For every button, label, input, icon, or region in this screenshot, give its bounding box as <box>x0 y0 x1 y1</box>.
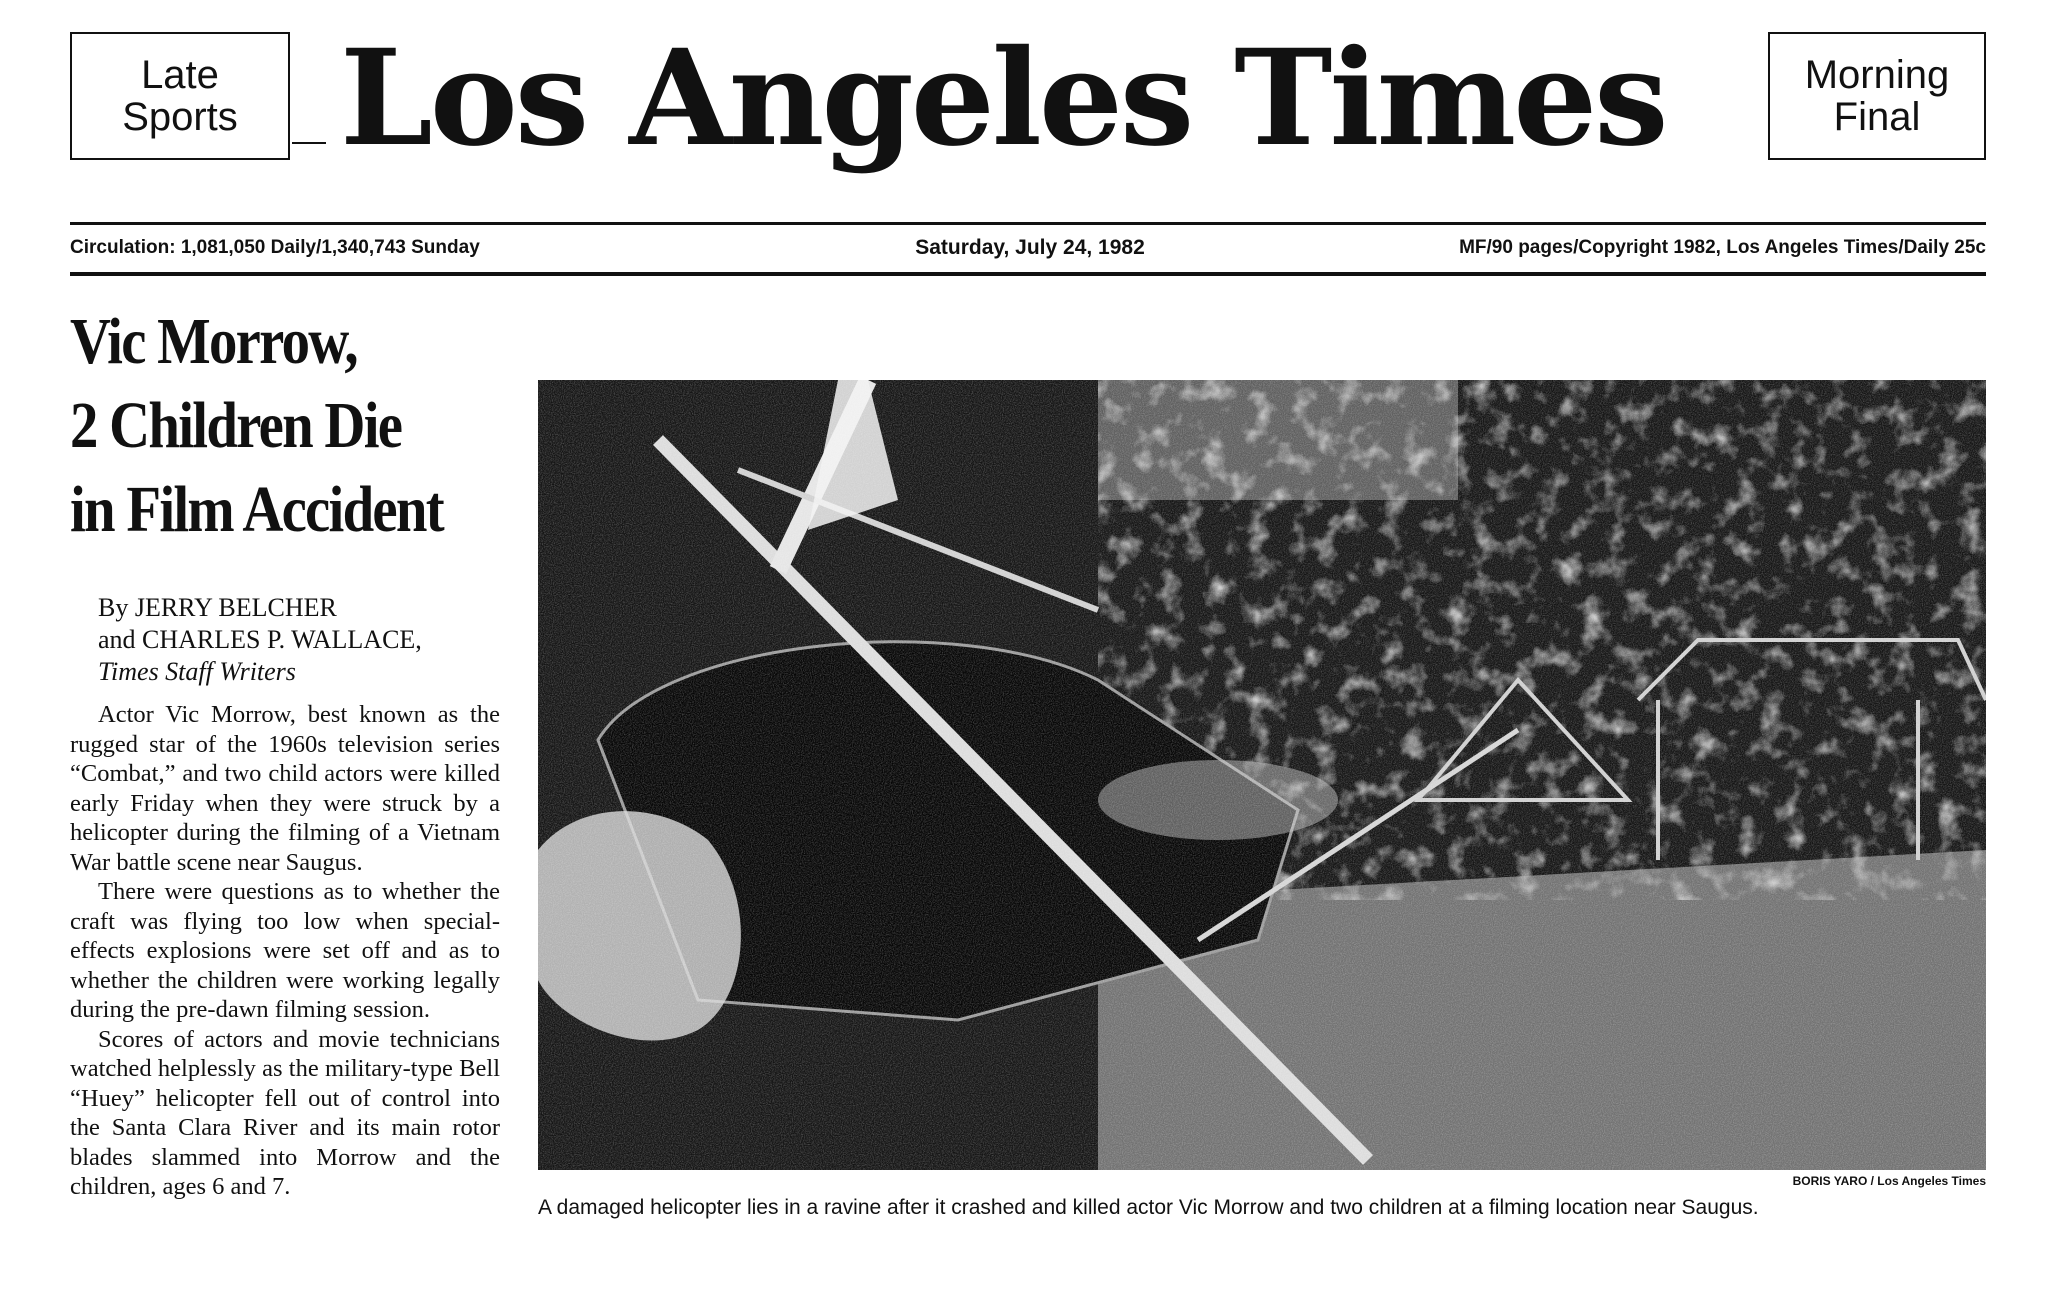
article-headline <box>70 300 466 552</box>
ear-right-line2: Final <box>1833 95 1921 139</box>
headline-line: Vic Morrow, <box>70 305 357 378</box>
ear-right-box <box>1768 32 1986 160</box>
ear-left-box <box>70 32 290 160</box>
photo-caption: A damaged helicopter lies in a ravine after it crashed and killed actor Vic Morrow and two children at a filming location near Saugus. <box>538 1196 1759 1219</box>
article-paragraph: There were questions as to whether the craft was flying too low when special-effects explosions were set off and as to whether the children were working legally during the pre-dawn filming session. <box>70 878 500 1023</box>
article-paragraph: Actor Vic Morrow, best known as the rugged star of the 1960s television series “Combat,” and two child actors were killed early Friday when they were struck by a helicopter during the filming of a Vietnam War battle scene near Saugus. <box>70 701 500 876</box>
helicopter-crash-photo <box>538 380 1986 1170</box>
article-body <box>70 700 500 1202</box>
headline-line: 2 Children Die <box>70 389 402 462</box>
circulation-text: Circulation: 1,081,050 Daily/1,340,743 Sunday <box>70 237 480 258</box>
byline-author-2: and CHARLES P. WALLACE, <box>98 625 422 654</box>
masthead-title: Los Angeles Times <box>340 21 1666 176</box>
ear-left-line1: Late <box>141 53 219 97</box>
byline-author-1: By JERRY BELCHER <box>98 593 337 622</box>
issue-date: Saturday, July 24, 1982 <box>915 236 1145 259</box>
ear-left-line2: Sports <box>122 95 238 139</box>
article-byline <box>98 592 518 688</box>
headline-line: in Film Accident <box>70 473 443 546</box>
photo-illustration <box>538 380 1986 1170</box>
dateline-bottom-rule <box>70 272 1986 276</box>
photo-credit: BORIS YARO / Los Angeles Times <box>1792 1174 1986 1188</box>
byline-staff-tag: Times Staff Writers <box>98 657 296 686</box>
dateline-top-rule <box>70 222 1986 225</box>
ear-divider-tick <box>292 142 326 144</box>
pages-copyright-price: MF/90 pages/Copyright 1982, Los Angeles Times/Daily 25c <box>1459 237 1986 258</box>
ear-right-line1: Morning <box>1804 53 1950 97</box>
halftone-grain <box>538 380 1986 1170</box>
article-paragraph: Scores of actors and movie technicians watched helplessly as the military-type Bell “Huey” helicopter fell out of control into the Santa Clara River and its main rotor blades slammed into Morrow and the children, ages 6 and 7. <box>70 1025 500 1200</box>
